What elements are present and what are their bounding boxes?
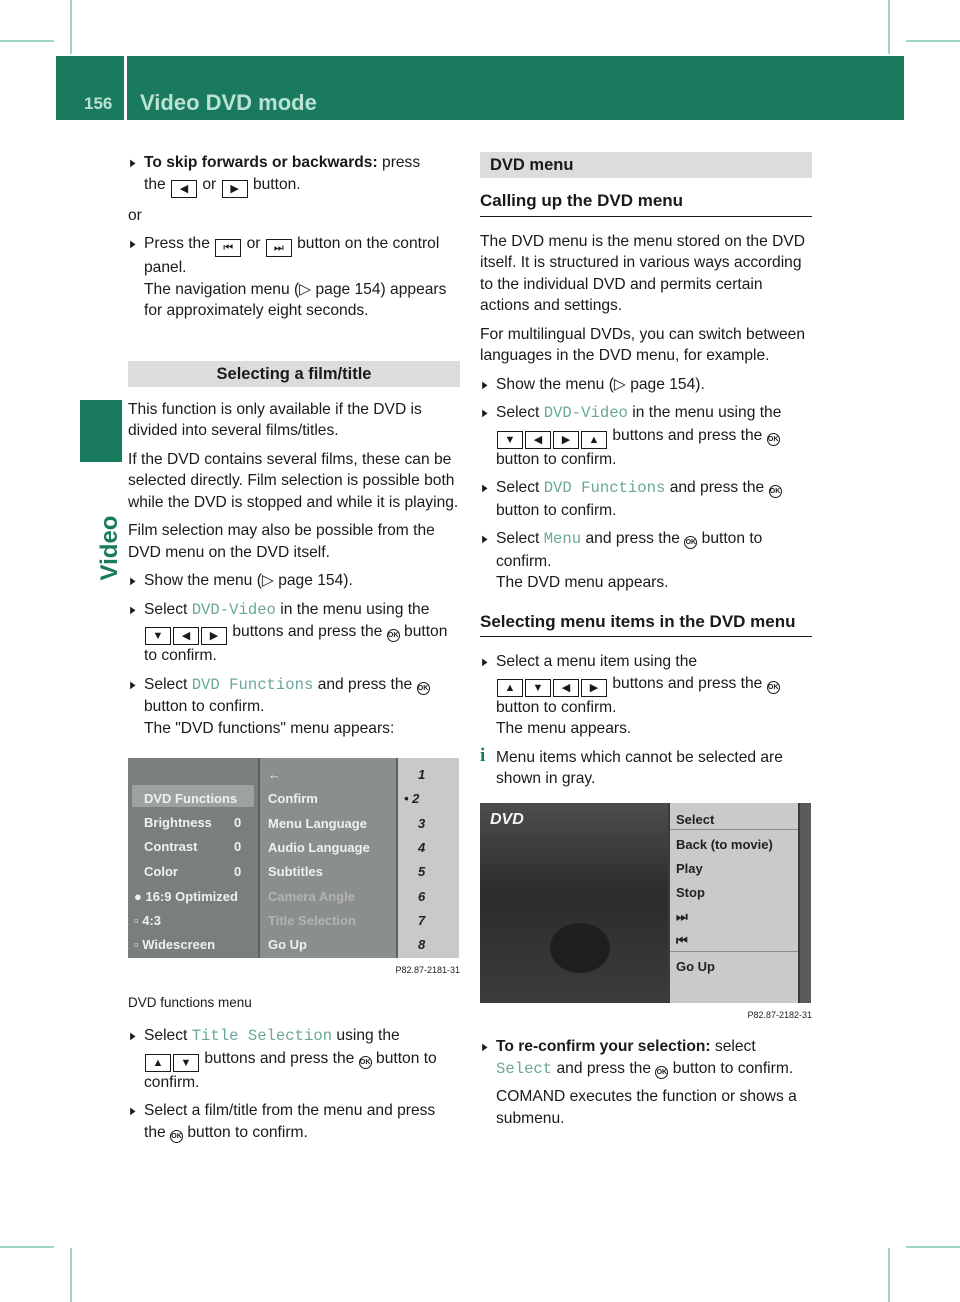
paragraph: For multilingual DVDs, you can switch between languages in the DVD menu, for example. xyxy=(480,325,806,364)
screen-value: 0 xyxy=(234,839,242,854)
screen-item: Back (to movie) xyxy=(676,836,773,852)
up-arrow-key-icon: ▲ xyxy=(145,1054,171,1072)
screen-back-arrow-icon: ← xyxy=(268,767,281,782)
screen-item: Camera Angle xyxy=(268,889,355,904)
right-arrow-key-icon: ▶ xyxy=(201,627,227,645)
paragraph: The DVD menu is the menu stored on the DVD itself. It is structured in various ways according to the individual DVD and permits certain actions and settings. xyxy=(480,232,806,314)
down-arrow-key-icon: ▼ xyxy=(525,679,551,697)
step: ▶ Show the menu (▷ page 154). xyxy=(128,570,460,592)
ok-button-icon: OK xyxy=(417,682,430,695)
step: ▶ Show the menu (▷ page 154). xyxy=(480,374,812,396)
screen-item: Audio Language xyxy=(268,840,370,855)
menu-code: Menu xyxy=(543,530,582,548)
ok-button-icon: OK xyxy=(170,1130,183,1143)
skip-forward-key-icon: ⏭ xyxy=(266,239,292,257)
left-arrow-key-icon: ◀ xyxy=(171,180,197,198)
screen-item: Stop xyxy=(676,884,705,900)
step-panel: ▶ Press the ⏮ or ⏭ button on the control panel. The navigation menu (▷ page 154) appears for approximately eight seconds. xyxy=(128,233,460,322)
section-heading: DVD menu xyxy=(480,152,812,178)
screen-number: 7 xyxy=(418,913,426,928)
screen-item: Confirm xyxy=(268,791,318,806)
down-arrow-key-icon: ▼ xyxy=(497,431,523,449)
paragraph: This function is only available if the DVD is divided into several films/titles. xyxy=(128,400,422,439)
ok-button-icon: OK xyxy=(767,433,780,446)
screen-item: Contrast xyxy=(144,839,198,854)
menu-code: DVD Functions xyxy=(543,479,666,497)
step: ▶ Select Title Selection using the ▲ ▼ buttons and press the OK button to confirm. xyxy=(128,1025,460,1093)
menu-code: DVD-Video xyxy=(543,404,628,422)
screen-value: 0 xyxy=(234,864,242,879)
screen-item: DVD Functions xyxy=(144,791,238,806)
menu-code: Select xyxy=(496,1059,553,1078)
step-heading: To skip forwards or backwards: xyxy=(144,154,378,171)
info-note: i Menu items which cannot be selected are shown in gray. xyxy=(480,744,783,787)
right-arrow-key-icon: ▶ xyxy=(553,431,579,449)
ok-button-icon: OK xyxy=(655,1066,668,1079)
subheading: Selecting menu items in the DVD menu xyxy=(480,611,812,638)
step: ▶ Select DVD Functions and press the OK button to confirm. xyxy=(480,477,812,521)
crop-mark xyxy=(888,0,890,54)
step: ▶ Select DVD Functions and press the OK button to confirm. The "DVD functions" menu appears: xyxy=(128,674,460,740)
screen-skip-back-icon: ⏮ xyxy=(676,932,688,948)
section-heading: Selecting a film/title xyxy=(128,361,460,387)
header-divider xyxy=(124,56,127,120)
dvd-menu-screenshot xyxy=(480,803,811,1003)
subheading: Calling up the DVD menu xyxy=(480,190,812,217)
paragraph: If the DVD contains several films, these can be selected directly. Film selection is possible both while the DVD is stopped and while it is playing. xyxy=(128,450,459,511)
screen-item: Menu Language xyxy=(268,816,367,831)
right-column xyxy=(480,152,812,1136)
screen-number: 3 xyxy=(418,816,426,831)
step: ▶ Select Menu and press the OK button to confirm. The DVD menu appears. xyxy=(480,528,812,594)
step: ▶ To re-confirm your selection: select Select and press the OK button to confirm. COMAND executes the function or shows a submenu. xyxy=(480,1036,812,1129)
screen-item: ▫ Widescreen xyxy=(134,937,216,952)
crop-mark xyxy=(906,40,960,42)
left-arrow-key-icon: ◀ xyxy=(553,679,579,697)
screen-number: 8 xyxy=(418,937,426,952)
chapter-label: Video xyxy=(96,515,123,581)
menu-code: DVD-Video xyxy=(191,600,276,619)
figure-code: P82.87-2181-31 xyxy=(395,965,460,975)
step: ▶ Select DVD-Video in the menu using the ▼ ◀ ▶ ▲ buttons and press the OK button to confirm. xyxy=(480,402,812,470)
screen-logo: DVD xyxy=(490,810,524,828)
screen-item: Color xyxy=(144,864,178,879)
step: ▶ Select DVD-Video in the menu using the ▼ ◀ ▶ buttons and press the OK button to confirm. xyxy=(128,599,460,667)
figure-caption: DVD functions menu xyxy=(128,994,252,1010)
step: ▶ Select a film/title from the menu and press the OK button to confirm. xyxy=(128,1100,460,1143)
ok-button-icon: OK xyxy=(767,681,780,694)
down-arrow-key-icon: ▼ xyxy=(173,1054,199,1072)
screen-number: 6 xyxy=(418,889,426,904)
right-arrow-key-icon: ▶ xyxy=(222,180,248,198)
menu-code: Title Selection xyxy=(191,1027,333,1045)
ok-button-icon: OK xyxy=(684,536,697,549)
info-icon: i xyxy=(480,744,486,766)
left-arrow-key-icon: ◀ xyxy=(525,431,551,449)
left-arrow-key-icon: ◀ xyxy=(173,627,199,645)
up-arrow-key-icon: ▲ xyxy=(497,679,523,697)
screen-skip-forward-icon: ⏭ xyxy=(676,908,688,924)
screen-item: ● 16:9 Optimized xyxy=(134,889,238,904)
crop-mark xyxy=(70,1248,72,1302)
screen-item: Brightness xyxy=(144,815,212,830)
screen-item: ▫ 4:3 xyxy=(134,913,162,928)
or-text: or xyxy=(128,206,142,224)
screen-number: 1 xyxy=(418,767,426,782)
paragraph: Film selection may also be possible from the DVD menu on the DVD itself. xyxy=(128,522,435,561)
step-heading: To re-confirm your selection: xyxy=(496,1038,711,1055)
up-arrow-key-icon: ▲ xyxy=(581,431,607,449)
crop-mark xyxy=(0,1246,54,1248)
screen-number: 4 xyxy=(418,840,426,855)
screen-item: Select xyxy=(676,811,715,827)
screen-item: Title Selection xyxy=(268,913,356,928)
figure-code: P82.87-2182-31 xyxy=(747,1009,812,1020)
right-arrow-key-icon: ▶ xyxy=(581,679,607,697)
page-number: 156 xyxy=(84,94,113,113)
page-title: Video DVD mode xyxy=(140,90,317,115)
chapter-tab-marker xyxy=(80,400,122,462)
step-skip: ▶ To skip forwards or backwards: press the ◀ or ▶ button. xyxy=(128,152,460,198)
crop-mark xyxy=(0,40,54,42)
screen-item: Go Up xyxy=(676,958,715,974)
left-column xyxy=(128,152,460,1150)
ok-button-icon: OK xyxy=(769,485,782,498)
screen-number: • 2 xyxy=(404,791,420,806)
skip-back-key-icon: ⏮ xyxy=(215,239,241,257)
ok-button-icon: OK xyxy=(359,1056,372,1069)
ok-button-icon: OK xyxy=(387,629,400,642)
menu-code: DVD Functions xyxy=(191,675,314,694)
screen-item: Subtitles xyxy=(268,864,323,879)
crop-mark xyxy=(888,1248,890,1302)
screen-number: 5 xyxy=(418,864,426,879)
step: ▶ Select a menu item using the ▲ ▼ ◀ ▶ buttons and press the OK button to confirm. The menu appears. xyxy=(480,651,812,740)
crop-mark xyxy=(906,1246,960,1248)
screen-item: Play xyxy=(676,860,703,876)
screen-item: Go Up xyxy=(268,937,307,952)
dvd-functions-screenshot xyxy=(128,758,459,958)
crop-mark xyxy=(70,0,72,54)
screen-value: 0 xyxy=(234,815,242,830)
down-arrow-key-icon: ▼ xyxy=(145,627,171,645)
